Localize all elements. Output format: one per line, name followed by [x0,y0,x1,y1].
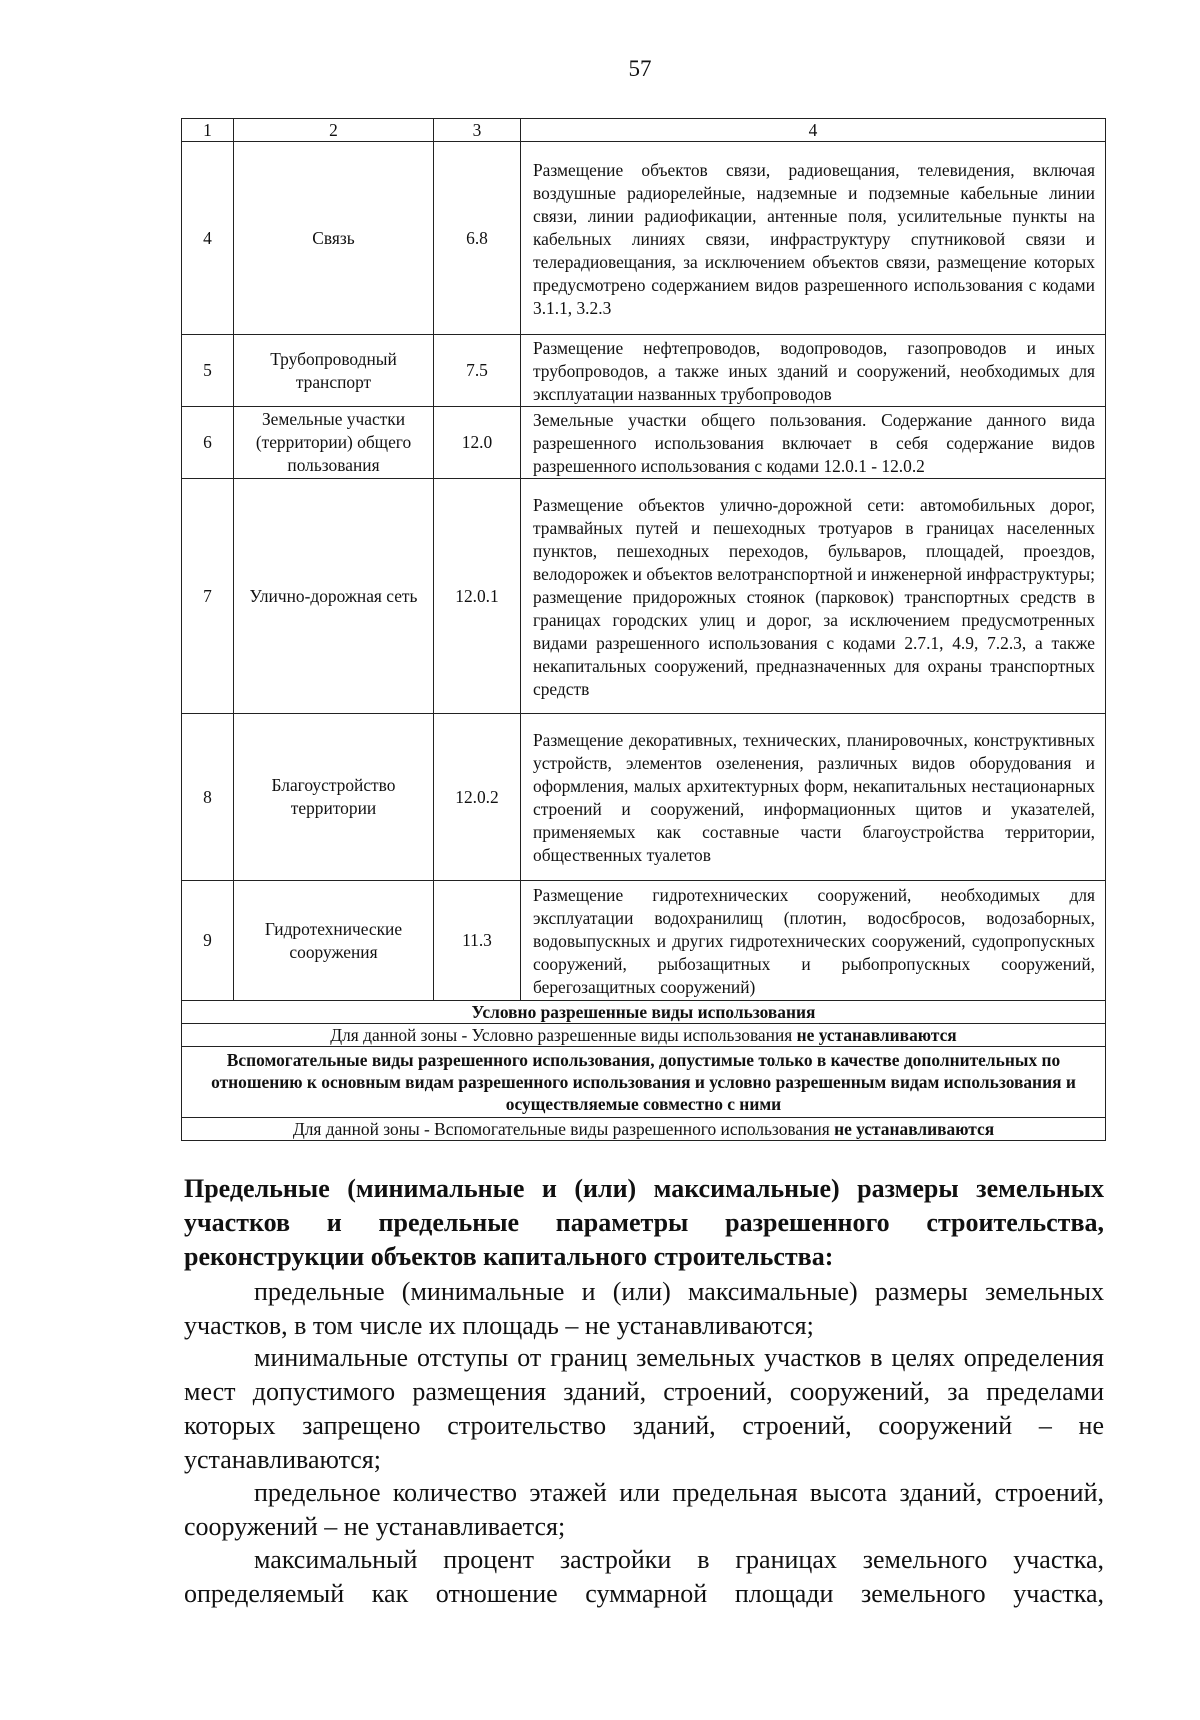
auxiliary-note-row [182,1118,1106,1141]
conditional-uses-title: Условно разрешенные виды использования [182,1001,1106,1024]
table-row [182,407,1106,479]
auxiliary-note-bold: не устанавливаются [834,1119,995,1139]
use-name: Благоустройство территории [234,714,434,881]
section-heading: Предельные (минимальные и (или) максимальные) размеры земельных участков и предельные параметры разрешенного строительства, реконструкции объектов капитального строительства: [184,1174,1104,1271]
row-number: 8 [182,714,234,881]
auxiliary-uses-note [182,1118,1106,1141]
table-row [182,479,1106,714]
use-name: Гидротехнические сооружения [234,881,434,1001]
table-header-row [182,119,1106,142]
auxiliary-note-text: Для данной зоны - Вспомогательные виды разрешенного использования [292,1119,835,1139]
use-name: Связь [234,142,434,335]
use-description: Земельные участки общего пользования. Содержание данного вида разрешенного использования включает в себя содержание видов разрешенного использования с кодами 12.0.1 - 12.0.2 [521,407,1106,479]
row-number: 9 [182,881,234,1001]
use-code: 12.0.2 [434,714,521,881]
conditional-uses-note [182,1024,1106,1047]
header-col-4: 4 [521,119,1106,142]
paragraph: предельные (минимальные и (или) максимальные) размеры земельных участков, в том числе их площадь – не устанавливаются; [184,1277,1104,1340]
land-use-table [181,118,1106,1141]
use-description: Размещение объектов связи, радиовещания, телевидения, включая воздушные радиорелейные, надземные и подземные кабельные линии связи, линии радиофикации, антенные поля, усилительные пункты на кабельных линиях связи, инфраструктуру спутниковой связи и телерадиовещания, за исключением объектов связи, размещение которых предусмотрено содержанием видов разрешенного использования с кодами 3.1.1, 3.2.3 [521,142,1106,335]
table-row [182,714,1106,881]
use-code: 6.8 [434,142,521,335]
row-number: 7 [182,479,234,714]
conditional-title-row [182,1001,1106,1024]
use-description: Размещение объектов улично-дорожной сети: автомобильных дорог, трамвайных путей и пешеходных тротуаров в границах населенных пунктов, пешеходных переходов, бульваров, площадей, проездов, велодорожек и объектов велотранспортной и инженерной инфраструктуры; размещение придорожных стоянок (парковок) транспортных средств в границах городских улиц и дорог, за исключением предусмотренных видами разрешенного использования с кодами 2.7.1, 4.9, 7.2.3, а также некапитальных сооружений, предназначенных для охраны транспортных средств [521,479,1106,714]
auxiliary-uses-title: Вспомогательные виды разрешенного использования, допустимые только в качестве дополнительных по отношению к основным видам разрешенного использования и условно разрешенным видам использования и осуществляемые совместно с ними [182,1047,1106,1118]
table-row [182,335,1106,407]
use-description: Размещение гидротехнических сооружений, необходимых для эксплуатации водохранилищ (плотин, водосбросов, водозаборных, водовыпускных и других гидротехнических сооружений, судопропускных сооружений, рыбозащитных и рыбопропускных сооружений, берегозащитных сооружений) [521,881,1106,1001]
header-col-2: 2 [234,119,434,142]
row-number: 6 [182,407,234,479]
paragraph: предельное количество этажей или предельная высота зданий, строений, сооружений – не устанавливается; [184,1478,1104,1541]
table-row [182,881,1106,1001]
paragraph: минимальные отступы от границ земельных участков в целях определения мест допустимого размещения зданий, строений, сооружений, за пределами которых запрещено строительство зданий, строений, сооружений – не устанавливаются; [184,1343,1104,1474]
table-row [182,142,1106,335]
use-name: Улично-дорожная сеть [234,479,434,714]
conditional-note-row [182,1024,1106,1047]
use-code: 12.0 [434,407,521,479]
header-col-1: 1 [182,119,234,142]
paragraph: максимальный процент застройки в границах земельного участка, определяемый как отношение суммарной площади земельного участка, [184,1545,1104,1608]
page-number: 57 [628,56,652,81]
use-code: 11.3 [434,881,521,1001]
header-col-3: 3 [434,119,521,142]
row-number: 5 [182,335,234,407]
row-number: 4 [182,142,234,335]
conditional-note-bold: не устанавливаются [796,1025,957,1045]
use-code: 7.5 [434,335,521,407]
use-name: Трубопроводный транспорт [234,335,434,407]
use-code: 12.0.1 [434,479,521,714]
conditional-note-text: Для данной зоны - Условно разрешенные виды использования [330,1025,797,1045]
auxiliary-title-row [182,1047,1106,1118]
use-description: Размещение декоративных, технических, планировочных, конструктивных устройств, элементов озеленения, различных видов оборудования и оформления, малых архитектурных форм, некапитальных нестационарных строений и сооружений, информационных щитов и указателей, применяемых как составные части благоустройства территории, общественных туалетов [521,714,1106,881]
use-description: Размещение нефтепроводов, водопроводов, газопроводов и иных трубопроводов, а также иных зданий и сооружений, необходимых для эксплуатации названных трубопроводов [521,335,1106,407]
use-name: Земельные участки (территории) общего пользования [234,407,434,479]
